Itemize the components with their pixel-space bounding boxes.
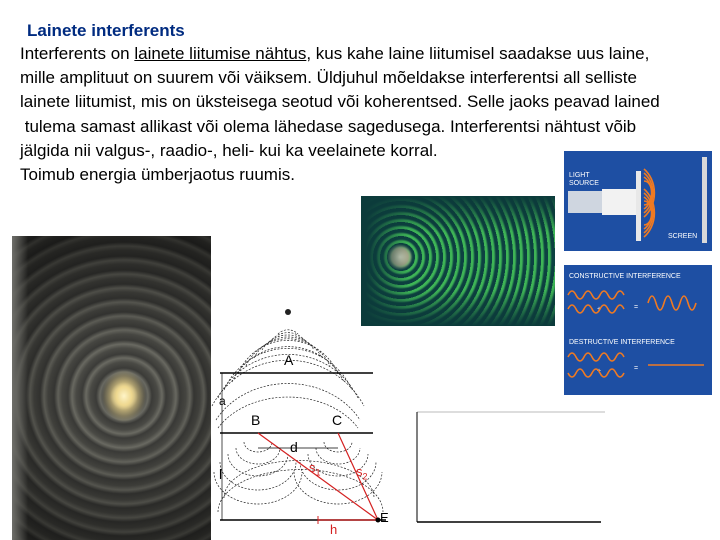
- slide-title: Lainete interferents: [27, 21, 185, 40]
- lamp-body: [568, 191, 602, 213]
- paragraph-line-4: tulema samast allikast või olema lähedase sagedusega. Interferentsi nähtust võib: [20, 116, 637, 136]
- paragraph-line-1: [20, 42, 720, 66]
- intensity-graph-axes: [415, 410, 605, 535]
- paragraph-line-6: Toimub energia ümberjaotus ruumis.: [20, 164, 295, 184]
- light-beam: [602, 189, 636, 215]
- paragraph-line-5: jälgida nii valgus-, raadio-, heli- kui ka veelainete korral.: [20, 140, 438, 160]
- ripple-vignette: [12, 236, 211, 540]
- label-point-c: C: [332, 412, 343, 428]
- screen-bar: [702, 157, 707, 243]
- constructive-equals-sign: =: [634, 304, 639, 311]
- label-distance-l: l: [219, 466, 223, 482]
- constructive-wave-1: [568, 291, 624, 299]
- diagram-drawing: [208, 302, 408, 540]
- destructive-plus-sign: +: [597, 368, 602, 375]
- slit-barrier: [636, 171, 641, 241]
- label-distance-a: a: [219, 394, 226, 408]
- two-source-interference-diagram: [208, 302, 408, 540]
- constructive-label: CONSTRUCTIVE INTERFERENCE: [569, 273, 681, 280]
- paragraph-line-3: lainete liitumist, mis on üksteisega seotud või koherentsed. Selle jaoks peavad lained: [20, 92, 660, 112]
- paragraph-line-1-start: Interferents on: [20, 44, 135, 63]
- paragraph-line-1-end: , kus kahe laine liitumisel saadakse uus laine,: [306, 44, 650, 63]
- interference-wave-drawings: [564, 265, 712, 395]
- destructive-label: DESTRUCTIVE INTERFERENCE: [569, 339, 675, 346]
- ripple-edge-shade: [12, 236, 28, 540]
- destructive-wave-2: [568, 369, 624, 377]
- paragraph-line-2: mille amplituut on suurem või väiksem. Üldjuhul mõeldakse interferentsi all selliste: [20, 68, 637, 88]
- label-point-b: B: [251, 412, 261, 428]
- source-point: [285, 309, 291, 315]
- label-path-s2: $s_2$: [356, 464, 368, 482]
- diffracted-waves: [644, 169, 654, 237]
- graph-axes-drawing: [415, 410, 605, 535]
- screen-label: SCREEN: [668, 233, 698, 240]
- constructive-plus-sign: +: [597, 306, 602, 313]
- destructive-equals-sign: =: [634, 365, 639, 372]
- label-point-a: A: [284, 352, 294, 368]
- label-point-e: E: [380, 510, 389, 525]
- water-ripple-photo: [12, 236, 211, 540]
- interference-waves-panel: [564, 265, 712, 395]
- underlined-phrase: lainete liitumise nähtus: [134, 44, 307, 63]
- destructive-wave-1: [568, 353, 624, 361]
- label-offset-h: h: [330, 522, 338, 537]
- constructive-wave-sum: [648, 296, 696, 310]
- label-distance-d: d: [290, 439, 298, 455]
- constructive-wave-2: [568, 305, 624, 313]
- source-label: SOURCE: [569, 180, 599, 187]
- light-source-panel: [564, 151, 712, 251]
- label-path-s1: $s_1$: [309, 460, 321, 478]
- light-label: LIGHT: [569, 172, 590, 179]
